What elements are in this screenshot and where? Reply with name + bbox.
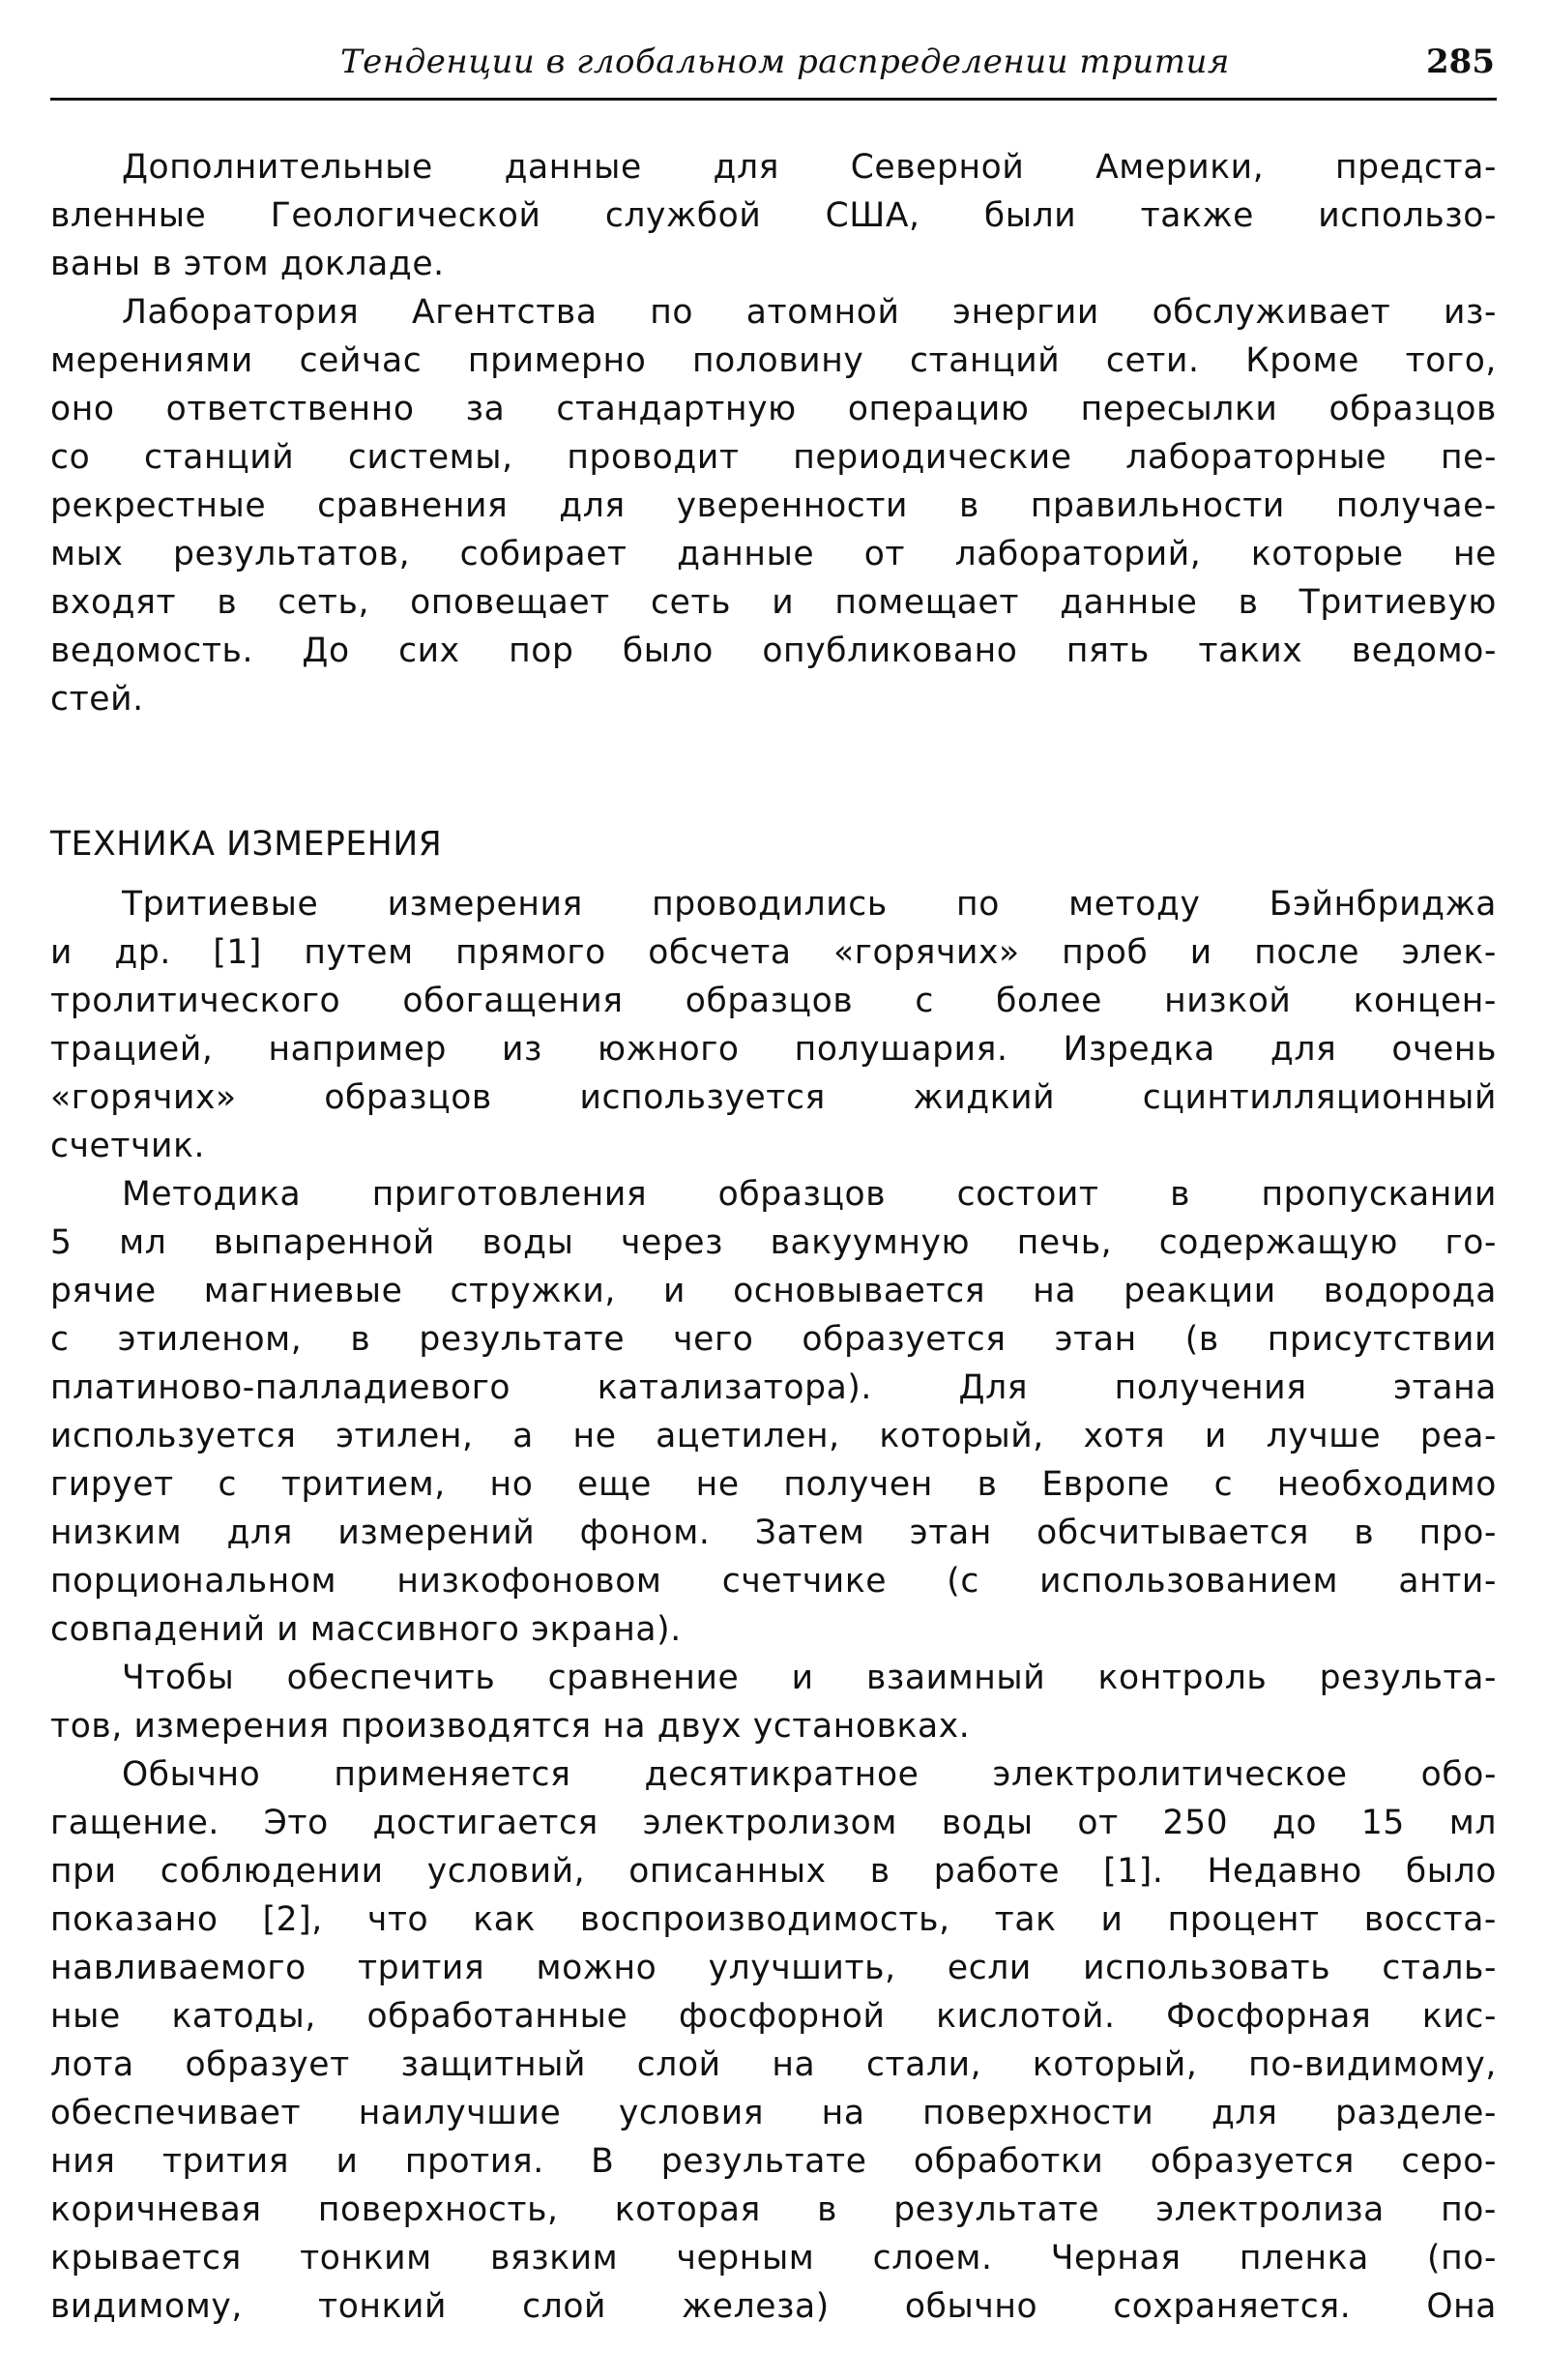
text-line: низким для измерений фоном. Затем этан обсчитывается в про- xyxy=(50,1513,1497,1552)
text-line: оно ответственно за стандартную операцию пересылки образцов xyxy=(50,390,1497,428)
text-line: порциональном низкофоновом счетчике (с использованием анти- xyxy=(50,1562,1497,1601)
paragraph xyxy=(50,288,1497,723)
section-heading: ТЕХНИКА ИЗМЕРЕНИЯ xyxy=(50,825,443,864)
running-title: Тенденции в глобальном распределении трития xyxy=(340,43,1230,81)
header-rule xyxy=(50,98,1497,101)
text-line: используется этилен, а не ацетилен, который, хотя и лучше реа- xyxy=(50,1417,1497,1455)
text-line: платиново-палладиевого катализатора). Для получения этана xyxy=(50,1368,1497,1407)
text-line: входят в сеть, оповещает сеть и помещает данные в Тритиевую xyxy=(50,583,1497,622)
text-line: со станций системы, проводит периодические лабораторные пе- xyxy=(50,438,1497,477)
text-line: Методика приготовления образцов состоит в пропускании xyxy=(122,1175,1497,1214)
page-number: 285 xyxy=(1426,43,1495,81)
text-line: показано [2], что как воспроизводимость, так и процент восста- xyxy=(50,1900,1497,1939)
text-line: рячие магниевые стружки, и основывается на реакции водорода xyxy=(50,1272,1497,1310)
text-line: ные катоды, обработанные фосфорной кислотой. Фосфорная кис- xyxy=(50,1997,1497,2036)
paragraph xyxy=(50,880,1497,1170)
text-line: при соблюдении условий, описанных в работе [1]. Недавно было xyxy=(50,1852,1497,1891)
text-line: Дополнительные данные для Северной Америки, предста- xyxy=(122,148,1497,187)
text-line: ведомость. До сих пор было опубликовано пять таких ведомо- xyxy=(50,632,1497,670)
text-line: «горячих» образцов используется жидкий сцинтилляционный xyxy=(50,1078,1497,1117)
page-header xyxy=(50,29,1497,101)
text-line: мых результатов, собирает данные от лабораторий, которые не xyxy=(50,535,1497,573)
paragraph xyxy=(50,143,1497,288)
text-line: вленные Геологической службой США, были также использо- xyxy=(50,196,1497,235)
paragraph xyxy=(50,1654,1497,1750)
text-line: тов, измерения производятся на двух установках. xyxy=(50,1707,971,1746)
text-line: гирует с тритием, но еще не получен в Европе с необходимо xyxy=(50,1465,1497,1504)
text-line: трацией, например из южного полушария. Изредка для очень xyxy=(50,1030,1497,1069)
text-line: лота образует защитный слой на стали, который, по-видимому, xyxy=(50,2045,1497,2084)
heading-gap xyxy=(50,868,1497,880)
section-gap xyxy=(50,723,1497,820)
paragraph xyxy=(50,1750,1497,2331)
text-line: стей. xyxy=(50,680,144,719)
text-line: гащение. Это достигается электролизом воды от 250 до 15 мл xyxy=(50,1804,1497,1842)
paragraph xyxy=(50,1170,1497,1654)
text-line: счетчик. xyxy=(50,1127,206,1165)
text-line: с этиленом, в результате чего образуется этан (в присутствии xyxy=(50,1320,1497,1359)
text-line: коричневая поверхность, которая в результате электролиза по- xyxy=(50,2190,1497,2229)
text-line: обеспечивает наилучшие условия на поверхности для разделе- xyxy=(50,2094,1497,2132)
text-line: Лаборатория Агентства по атомной энергии обслуживает из- xyxy=(122,293,1497,332)
body-text xyxy=(50,143,1497,2331)
text-line: Обычно применяется десятикратное электролитическое обо- xyxy=(122,1755,1497,1794)
text-line: ния трития и протия. В результате обработки образуется серо- xyxy=(50,2142,1497,2181)
text-line: навливаемого трития можно улучшить, если использовать сталь- xyxy=(50,1949,1497,1987)
text-line: Тритиевые измерения проводились по методу Бэйнбриджа xyxy=(122,885,1497,924)
text-line: видимому, тонкий слой железа) обычно сохраняется. Она xyxy=(50,2287,1497,2326)
text-line: и др. [1] путем прямого обсчета «горячих» проб и после элек- xyxy=(50,933,1497,972)
text-line: совпадений и массивного экрана). xyxy=(50,1610,682,1649)
text-line: мерениями сейчас примерно половину станций сети. Кроме того, xyxy=(50,341,1497,380)
text-line: рекрестные сравнения для уверенности в правильности получае- xyxy=(50,486,1497,525)
text-line: тролитического обогащения образцов с более низкой концен- xyxy=(50,982,1497,1020)
text-line: 5 мл выпаренной воды через вакуумную печь, содержащую го- xyxy=(50,1223,1497,1262)
text-line: ваны в этом докладе. xyxy=(50,245,445,283)
text-line: крывается тонким вязким черным слоем. Черная пленка (по- xyxy=(50,2239,1497,2277)
text-line: Чтобы обеспечить сравнение и взаимный контроль результа- xyxy=(122,1659,1497,1697)
